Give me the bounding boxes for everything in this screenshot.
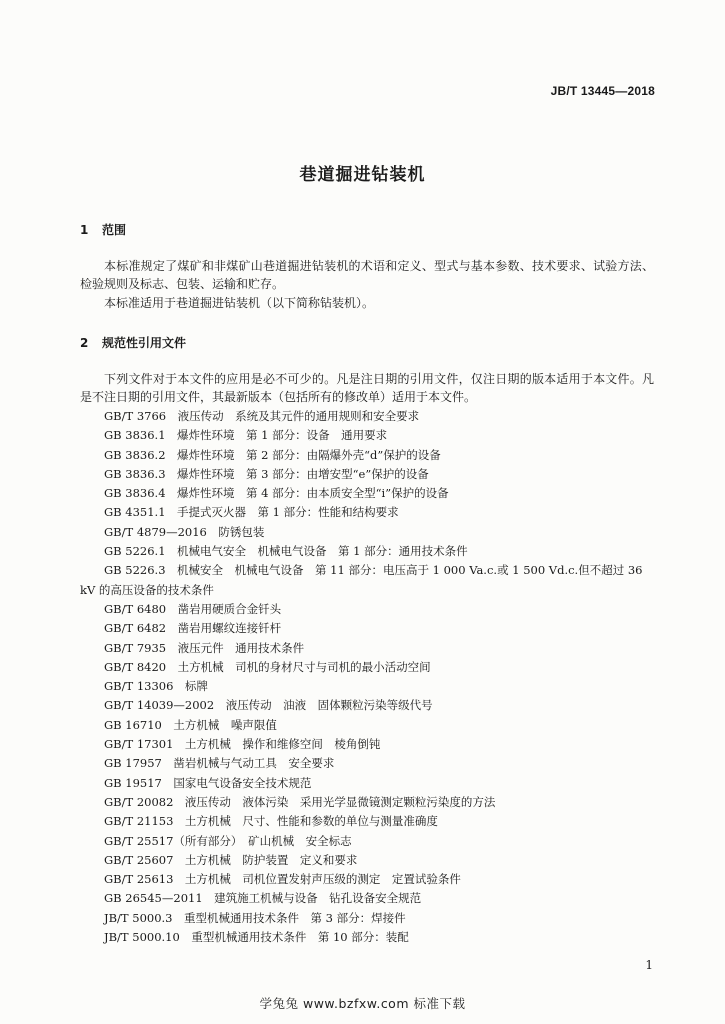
footer-watermark: 学兔兔 www.bzfxw.com 标准下载: [259, 996, 466, 1011]
normative-references-list: [80, 407, 654, 947]
reference-item: GB/T 17301 土方机械 操作和维修空间 棱角倒钝: [104, 737, 381, 752]
reference-item: GB 16710 土方机械 噪声限值: [104, 717, 277, 732]
reference-item: GB 3836.4 爆炸性环境 第 4 部分：由本质安全型“i”保护的设备: [104, 486, 449, 501]
reference-item: GB/T 14039—2002 液压传动 油液 固体颗粒污染等级代号: [104, 698, 433, 713]
section-1-number: 1: [80, 223, 89, 237]
reference-item: GB/T 25613 土方机械 司机位置发射声压级的测定 定置试验条件: [104, 872, 461, 887]
reference-item: GB/T 25517（所有部分） 矿山机械 安全标志: [104, 833, 352, 848]
reference-item: GB 3836.2 爆炸性环境 第 2 部分：由隔爆外壳“d”保护的设备: [104, 447, 441, 462]
reference-item: GB/T 13306 标牌: [104, 679, 208, 694]
reference-item: GB/T 20082 液压传动 液体污染 采用光学显微镜测定颗粒污染度的方法: [104, 794, 496, 809]
standard-code: JB/T 13445—2018: [550, 84, 655, 98]
section-1-heading: [80, 221, 126, 238]
reference-item: GB/T 6482 凿岩用螺纹连接钎杆: [104, 621, 282, 636]
section-2-number: 2: [80, 336, 89, 350]
reference-item: GB/T 7935 液压元件 通用技术条件: [104, 640, 305, 655]
reference-item: GB 26545—2011 建筑施工机械与设备 钻孔设备安全规范: [104, 891, 422, 906]
reference-item: GB 5226.3 机械安全 机械电气设备 第 11 部分：电压高于 1 000 Va.c.或 1 500 Vd.c.但不超过 36 kV 的高压设备的技术条件: [80, 563, 643, 597]
reference-item: GB/T 3766 液压传动 系统及其元件的通用规则和安全要求: [104, 409, 420, 423]
reference-item: GB 4351.1 手提式灭火器 第 1 部分：性能和结构要求: [104, 505, 399, 520]
page-number: 1: [645, 958, 653, 972]
section-2-heading: [80, 334, 186, 351]
reference-item: GB/T 8420 土方机械 司机的身材尺寸与司机的最小活动空间: [104, 659, 431, 674]
section-2-title: 规范性引用文件: [102, 336, 187, 350]
reference-item: GB/T 25607 土方机械 防护装置 定义和要求: [104, 852, 358, 867]
scope-paragraph-2: 本标准适用于巷道掘进钻装机（以下简称钻装机）。: [104, 296, 375, 310]
reference-item: JB/T 5000.3 重型机械通用技术条件 第 3 部分：焊接件: [104, 910, 406, 925]
section-1-title: 范围: [102, 223, 127, 237]
reference-item: JB/T 5000.10 重型机械通用技术条件 第 10 部分：装配: [104, 930, 409, 945]
reference-item: GB 17957 凿岩机械与气动工具 安全要求: [104, 756, 335, 771]
reference-item: GB 5226.1 机械电气安全 机械电气设备 第 1 部分：通用技术条件: [104, 544, 468, 559]
reference-item: GB/T 21153 土方机械 尺寸、性能和参数的单位与测量准确度: [104, 814, 438, 829]
document-title: 巷道掘进钻装机: [299, 165, 426, 185]
reference-item: GB/T 6480 凿岩用硬质合金钎头: [104, 601, 282, 616]
reference-item: GB 3836.3 爆炸性环境 第 3 部分：由增安型“e”保护的设备: [104, 466, 429, 481]
references-intro-paragraph: 下列文件对于本文件的应用是必不可少的。凡是注日期的引用文件，仅注日期的版本适用于本文件。凡是不注日期的引用文件，其最新版本（包括所有的修改单）适用于本文件。: [80, 372, 654, 404]
reference-item: GB/T 4879—2016 防锈包装: [104, 524, 265, 539]
reference-item: GB 19517 国家电气设备安全技术规范: [104, 775, 312, 790]
reference-item: GB 3836.1 爆炸性环境 第 1 部分：设备 通用要求: [104, 428, 388, 443]
scope-paragraph-1: 本标准规定了煤矿和非煤矿山巷道掘进钻装机的术语和定义、型式与基本参数、技术要求、试验方法、检验规则及标志、包装、运输和贮存。: [80, 259, 654, 291]
